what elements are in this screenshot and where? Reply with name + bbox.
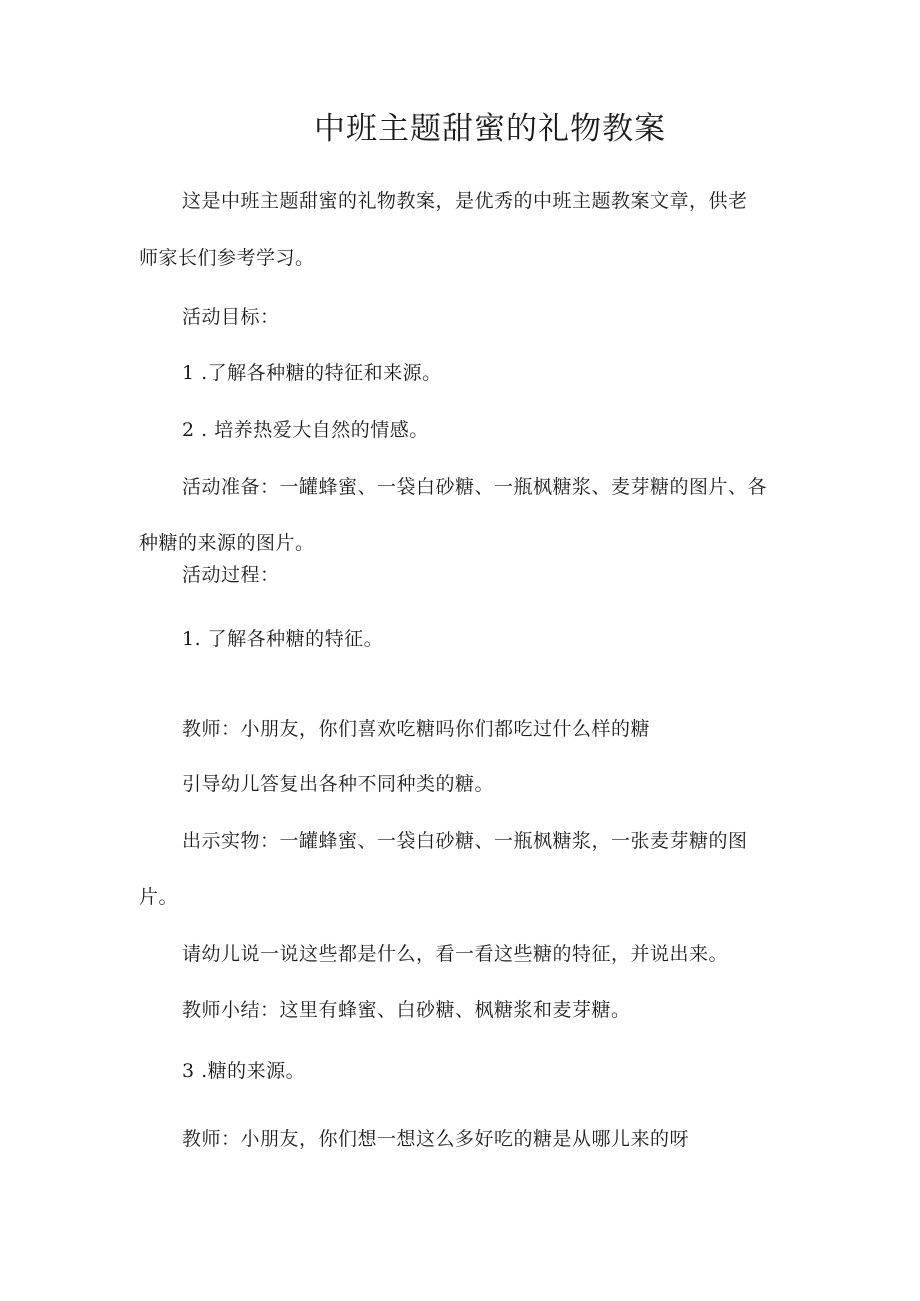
section-heading-process: 活动过程：	[182, 564, 280, 586]
process-step-1: 1. 了解各种糖的特征。	[182, 628, 384, 650]
preparation-line-1: 活动准备：一罐蜂蜜、一袋白砂糖、一瓶枫糖浆、麦芽糖的图片、各	[182, 476, 768, 498]
section-heading-goals: 活动目标：	[182, 306, 280, 328]
intro-line-1: 这是中班主题甜蜜的礼物教案，是优秀的中班主题教案文章，供老	[182, 190, 748, 212]
teacher-summary-line: 教师小结：这里有蜂蜜、白砂糖、枫糖浆和麦芽糖。	[182, 999, 631, 1021]
goal-item-1: 1 .了解各种糖的特征和来源。	[182, 362, 442, 384]
process-step-3: 3 .糖的来源。	[182, 1060, 306, 1082]
show-items-line-2: 片。	[139, 886, 179, 908]
guide-line: 引导幼儿答复出各种不同种类的糖。	[182, 773, 495, 795]
teacher-question-1: 教师：小朋友，你们喜欢吃糖吗你们都吃过什么样的糖	[182, 718, 651, 740]
ask-children-line: 请幼儿说一说这些都是什么，看一看这些糖的特征，并说出来。	[182, 943, 729, 965]
document-title: 中班主题甜蜜的礼物教案	[314, 111, 666, 147]
preparation-line-2: 种糖的来源的图片。	[139, 532, 315, 554]
teacher-question-2: 教师：小朋友，你们想一想这么多好吃的糖是从哪儿来的呀	[182, 1128, 690, 1150]
show-items-line-1: 出示实物：一罐蜂蜜、一袋白砂糖、一瓶枫糖浆，一张麦芽糖的图	[182, 830, 748, 852]
intro-line-2: 师家长们参考学习。	[139, 247, 315, 269]
goal-item-2: 2 . 培养热爱大自然的情感。	[182, 419, 429, 441]
